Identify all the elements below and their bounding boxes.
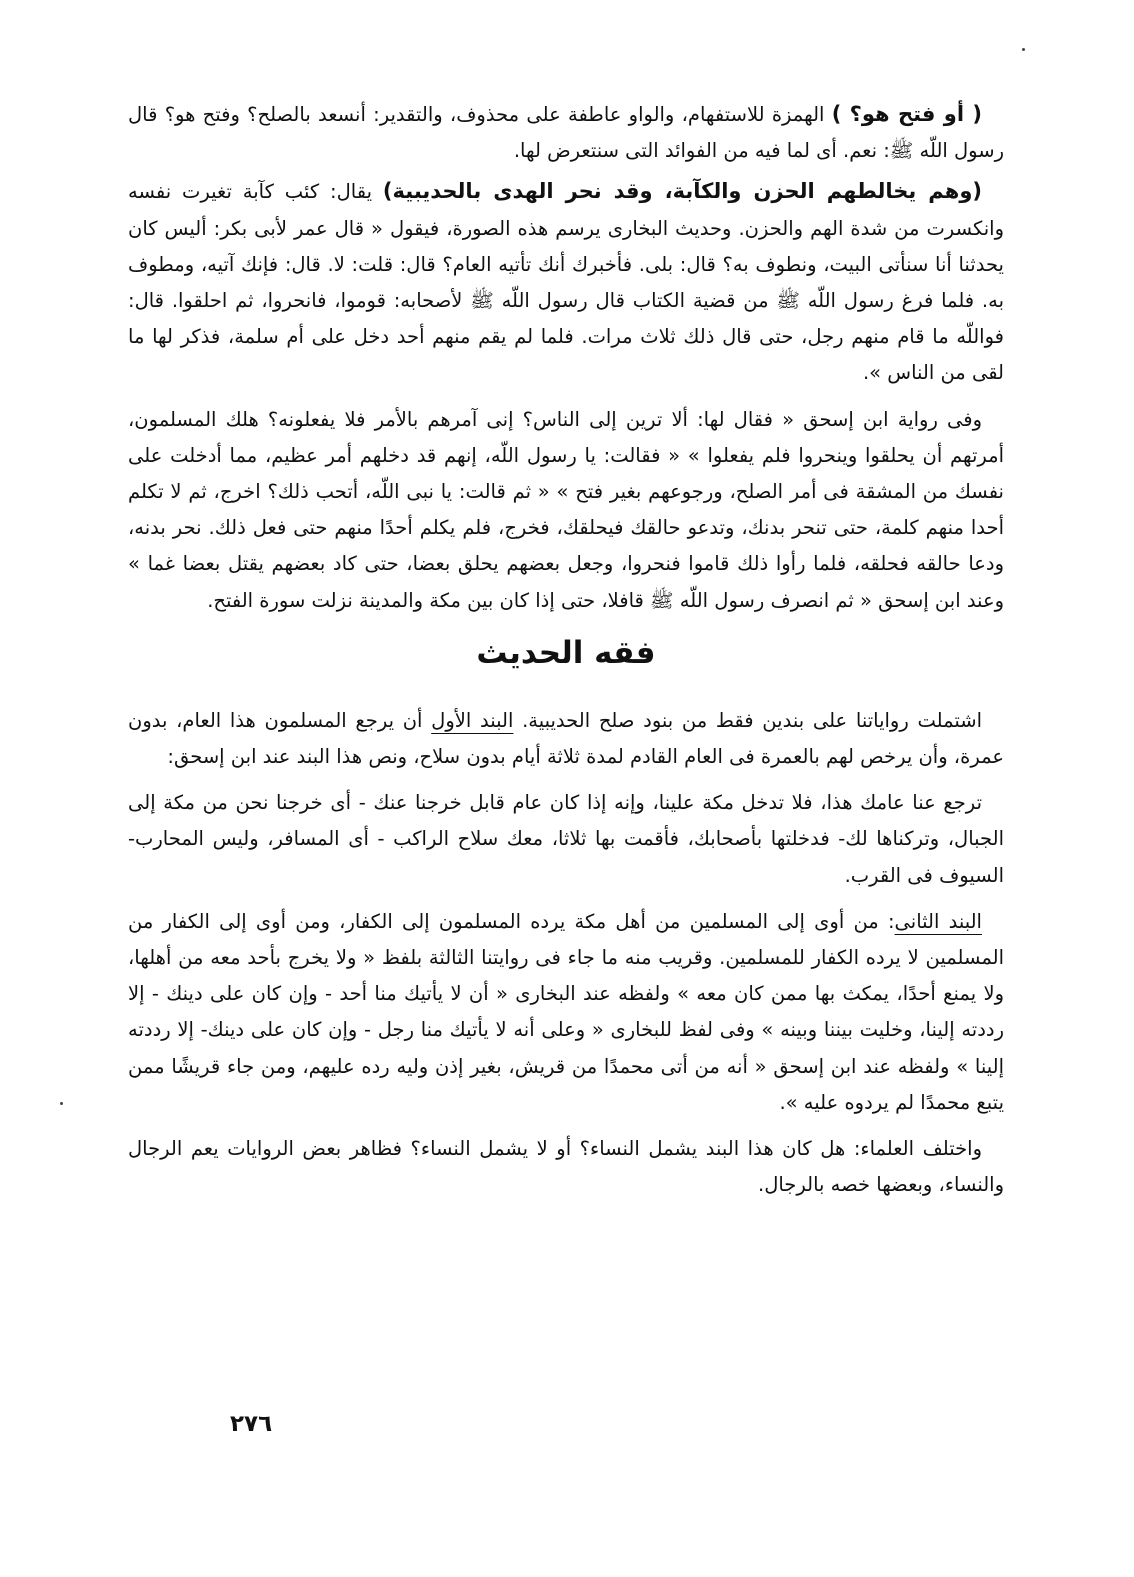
paragraph-2-text: يقال: كئب كآبة تغيرت نفسه وانكسرت من شدة الهم والحزن. وحديث البخارى يرسم هذه الصورة، فيقول « قال عمر لأبى بكر: أليس كان يحدثنا أنا سنأتى البيت، ونطوف به؟ قال: بلى. فأخبرك أنك تأتيه العام؟ قال: قلت: لا. قال: فإنك آتيه، ومطوف به. فلما فرغ رسول اللّه ﷺ من قضية الكتاب قال رسول اللّه ﷺ لأصحابه: قوموا، فانحروا، ثم احلقوا. قال: فواللّه ما قام منهم رجل، حتى قال ذلك ثلاث مرات. فلما لم يقم منهم أحد دخل على أم سلمة، فذكر لها ما لقى من الناس ». [128, 180, 1004, 385]
scan-speck [60, 1102, 63, 1105]
clause-two-heading: البند الثانى [894, 909, 982, 933]
paragraph-7: واختلف العلماء: هل كان هذا البند يشمل النساء؟ أو لا يشمل النساء؟ فظاهر بعض الروايات يعم الرجال والنساء، وبعضها خصه بالرجال. [128, 1137, 1004, 1197]
scan-speck [1022, 48, 1025, 51]
paragraph-4-text-before: اشتملت رواياتنا على بندين فقط من بنود صلح الحديبية. [513, 708, 982, 732]
paragraph-6 [128, 904, 1004, 1121]
paragraph-5: ترجع عنا عامك هذا، فلا تدخل مكة علينا، وإنه إذا كان عام قابل خرجنا عنك - أى خرجنا نحن من مكة إلى الجبال، وتركناها لك- فدخلتها بأصحابك، فأقمت بها ثلاثا، معك سلاح الراكب - أى المسافر، وليس المحارب- السيوف فى القرب. [128, 791, 1004, 887]
paragraph-1-lead: ( أو فتح هو؟ ) [831, 102, 982, 126]
page-number: ٢٧٦ [230, 1411, 273, 1437]
paragraph-4 [128, 703, 1004, 775]
clause-one-heading: البند الأول [431, 708, 514, 732]
page-body [128, 96, 1004, 1213]
paragraph-2 [128, 173, 1004, 391]
paragraph-6-text: : من أوى إلى المسلمين من أهل مكة يرده المسلمون إلى الكفار، ومن أوى إلى الكفار من المسلمين لا يرده الكفار للمسلمين. وقريب منه ما جاء فى روايتنا الثالثة بلفظ « ولا يخرج بأحد معه من أهلها، ولا يمنع أحدًا، يمكث بها ممن كان معه » ولفظه عند البخارى « أن لا يأتيك منا أحد - وإن كان على دينك - إلا رددته إلينا، وخليت بيننا وبينه » وفى لفظ للبخارى « وعلى أنه لا يأتيك منا رجل - وإن كان على دينك- إلا رددته إلينا » ولفظه عند ابن إسحق « أنه من أتى محمدًا من قريش، بغير إذن وليه رده عليهم، ومن جاء قريشًا ممن يتبع محمدًا لم يردوه عليه ». [128, 909, 1004, 1114]
paragraph-2-lead: (وهم يخالطهم الحزن والكآبة، وقد نحر الهدى بالحديبية) [382, 179, 982, 204]
paragraph-4-text-after: أن يرجع المسلمون هذا العام، بدون عمرة، وأن يرخص لهم بالعمرة فى العام القادم لمدة ثلاثة أيام بدون سلاح، ونص هذا البند عند ابن إسحق: [128, 708, 1004, 769]
paragraph-3: وفى رواية ابن إسحق « فقال لها: ألا ترين إلى الناس؟ إنى آمرهم بالأمر فلا يفعلونه؟ هلك المسلمون، أمرتهم أن يحلقوا وينحروا فلم يفعلوا » « فقالت: يا رسول اللّه، إنهم قد دخلهم أمر عظيم، مما أدخلت على نفسك من المشقة فى أمر الصلح، ورجوعهم بغير فتح » « ثم قالت: يا نبى اللّه، أتحب ذلك؟ اخرج، ثم لا تكلم أحدا منهم كلمة، حتى تنحر بدنك، وتدعو حالقك فيحلقك، فخرج، فلم يكلم أحدًا منهم حتى فعل ذلك. نحر بدنه، ودعا حالقه فحلقه، فلما رأوا ذلك قاموا فنحروا، وجعل بعضهم يحلق بعضا، حتى كاد بعضهم يقتل بعضا غما » وعند ابن إسحق « ثم انصرف رسول اللّه ﷺ قافلا، حتى إذا كان بين مكة والمدينة نزلت سورة الفتح. [128, 407, 1004, 612]
paragraph-1-text: الهمزة للاستفهام، والواو عاطفة على محذوف، والتقدير: أنسعد بالصلح؟ وفتح هو؟ قال رسول اللّه ﷺ: نعم. أى لما فيه من الفوائد التى سنتعرض لها. [128, 103, 1004, 163]
section-title: فقه الحديث [476, 634, 656, 671]
paragraph-1 [128, 96, 1004, 169]
